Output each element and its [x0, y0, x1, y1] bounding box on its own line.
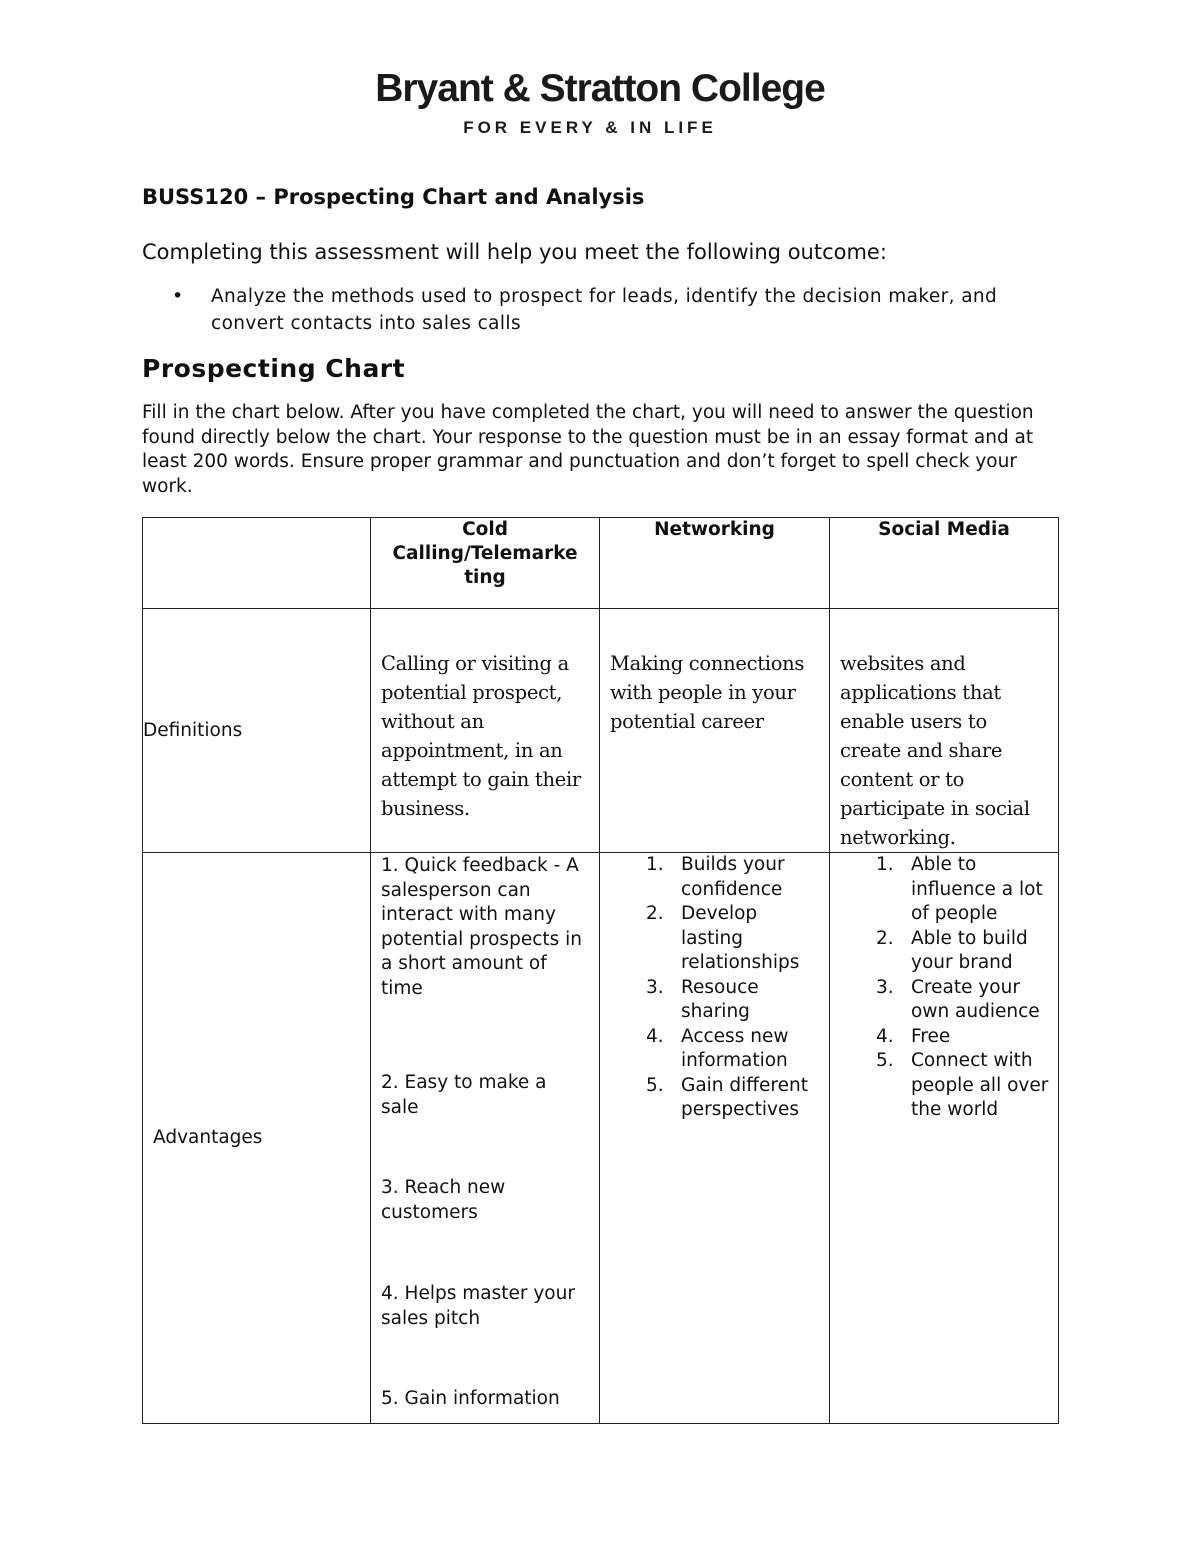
table-header-row — [143, 518, 1059, 609]
list-item: 1. Able to influence a lot of people — [876, 854, 1043, 924]
cell-advantages-networking — [600, 853, 830, 1424]
list-item: 5. Gain different perspectives — [646, 1074, 808, 1120]
header-networking: Networking — [654, 519, 775, 540]
row-label-advantages: Advantages — [153, 1127, 263, 1148]
cold-calling-advantage: 2. Easy to make a sale — [381, 1072, 547, 1118]
cold-calling-advantage: 5. Gain information — [381, 1388, 560, 1409]
header-cell-networking — [600, 518, 830, 609]
header-cell-empty — [143, 518, 371, 609]
list-item: 5. Connect with people all over the world — [876, 1050, 1049, 1120]
cold-calling-advantage: 1. Quick feedback - A salesperson can interact with many potential prospects in a short amount of time — [381, 855, 583, 999]
networking-advantages-list — [600, 853, 829, 1123]
outcome-item — [142, 283, 1062, 337]
section-title: Prospecting Chart — [142, 354, 406, 383]
cell-advantages-social-media — [830, 853, 1059, 1424]
cold-calling-advantage: 4. Helps master your sales pitch — [381, 1283, 575, 1329]
list-item: 2. Able to build your brand — [876, 927, 1028, 973]
list-item: 3. Resouce sharing — [646, 976, 759, 1022]
bullet-icon: • — [172, 285, 184, 307]
definition-cold-calling: Calling or visiting a potential prospect, without an appointment, in an attempt to gain their business. — [381, 652, 581, 820]
social-media-advantages-list — [830, 853, 1058, 1123]
list-item: 3. Create your own audience — [876, 976, 1040, 1022]
college-logo — [360, 66, 840, 138]
definition-networking: Making connections with people in your potential career — [610, 652, 805, 733]
outcome-text: Analyze the methods used to prospect for leads, identify the decision maker, and convert contacts into sales calls — [211, 286, 998, 334]
definition-social-media: websites and applications that enable users to create and share content or to participate in social networking. — [840, 652, 1030, 849]
list-item: 4. Access new information — [646, 1025, 789, 1071]
list-item: 1. Builds your confidence — [646, 854, 785, 900]
logo-name: Bryant & Stratton College — [375, 67, 825, 110]
row-label-definitions: Definitions — [143, 609, 371, 853]
cold-calling-advantage: 3. Reach new customers — [381, 1177, 506, 1223]
logo-tagline: FOR EVERY & IN LIFE — [463, 118, 717, 137]
outcome-list — [142, 283, 1062, 337]
list-item: 2. Develop lasting relationships — [646, 903, 800, 973]
header-social-media: Social Media — [878, 519, 1010, 540]
outcome-intro: Completing this assessment will help you meet the following outcome: — [142, 240, 887, 264]
list-item: 4. Free — [876, 1025, 951, 1047]
prospecting-chart-table — [142, 517, 1059, 1424]
instructions-paragraph: Fill in the chart below. After you have completed the chart, you will need to answer the question found directly below the chart. Your response to the question must be in an essay format and at least 200 words. Ensure proper grammar and punctuation and don’t forget to spell check your work. — [142, 402, 1034, 497]
cell-definition-networking — [600, 609, 830, 853]
table-row-advantages — [143, 853, 1059, 1424]
row-label-cell-advantages — [143, 853, 371, 1424]
cell-definition-social-media — [830, 609, 1059, 853]
table-row-definitions — [143, 609, 1059, 853]
cell-advantages-cold-calling — [371, 853, 600, 1424]
header-cell-cold-calling — [371, 518, 600, 609]
header-cold-calling: Cold Calling/Telemarke ting — [392, 519, 578, 588]
cell-definition-cold-calling — [371, 609, 600, 853]
header-cell-social-media — [830, 518, 1059, 609]
document-title: BUSS120 – Prospecting Chart and Analysis — [142, 185, 645, 209]
